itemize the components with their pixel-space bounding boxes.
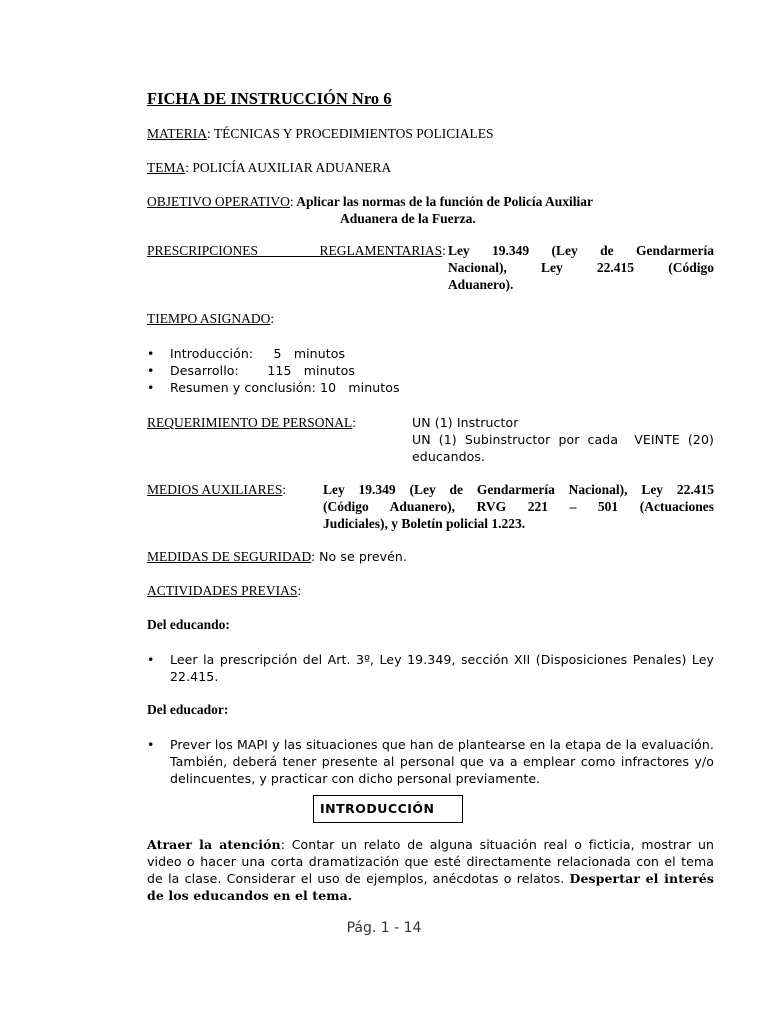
materia-line [147, 125, 714, 142]
tema-sep: : [185, 160, 190, 175]
medios-line2: (Código Aduanero), RVG 221 – 501 (Actuaciones [323, 499, 714, 514]
educando-list [147, 651, 714, 685]
requerimiento-line2: UN (1) Subinstructor por cada VEINTE (20) [412, 432, 714, 447]
tema-value: POLICÍA AUXILIAR ADUANERA [189, 160, 392, 175]
medidas-label: MEDIDAS DE SEGURIDAD [147, 549, 312, 564]
objetivo-label: OBJETIVO OPERATIVO [147, 194, 290, 209]
tiempo-item-intro: Introducción: 5 minutos [170, 346, 346, 361]
educando-heading: Del educando: [147, 617, 230, 632]
atraer-text: : Contar un relato de alguna situación real o ficticia, mostrar un video o hacer una corta dramatización que esté directamente relacionada con el tema de la clase. Considerar el uso de ejemplos, anécdotas o relatos. [147, 837, 714, 886]
medios-line1: Ley 19.349 (Ley de Gendarmería Nacional), Ley 22.415 [323, 482, 714, 497]
introduccion-box: INTRODUCCIÓN [313, 795, 463, 823]
page-footer: Pág. 1 - 14 [346, 920, 422, 936]
prescripciones-line2: Nacional), Ley 22.415 (Código [447, 260, 714, 275]
objetivo-sep: : [289, 194, 294, 209]
medidas-line [147, 548, 714, 565]
tiempo-list [147, 345, 714, 396]
educador-heading: Del educador: [147, 702, 229, 717]
list-item [147, 362, 714, 379]
educador-item: Prever los MAPI y las situaciones que han de plantearse en la etapa de la evaluación. También, deberá tener presente al personal que va a emplear como infractores y/o delincuentes, y practicar con dicho personal previamente. [170, 737, 714, 786]
actividades-label: ACTIVIDADES PREVIAS [147, 583, 298, 598]
medios-label: MEDIOS AUXILIARES [147, 482, 283, 497]
objetivo-line1: Aplicar las normas de la función de Policía Auxiliar [293, 194, 594, 209]
tiempo-label: TIEMPO ASIGNADO [147, 311, 271, 326]
list-item [147, 379, 714, 396]
tiempo-item-resumen: Resumen y conclusión: 10 minutos [170, 380, 400, 395]
requerimiento-block [147, 414, 714, 465]
actividades-heading [147, 582, 714, 599]
medidas-value: No se prevén. [315, 549, 408, 564]
materia-label: MATERIA [147, 126, 207, 141]
actividades-sep: : [297, 583, 302, 598]
prescripciones-line1: Ley 19.349 (Ley de Gendarmería [447, 243, 714, 258]
objetivo-block [147, 193, 714, 227]
medidas-sep: : [311, 549, 316, 564]
atraer-paragraph [147, 836, 714, 904]
requerimiento-label: REQUERIMIENTO DE PERSONAL [147, 415, 353, 430]
prescripciones-sep: : [442, 243, 446, 258]
prescripciones-label: PRESCRIPCIONES REGLAMENTARIAS [147, 243, 443, 258]
tiempo-heading [147, 310, 714, 327]
requerimiento-line1: UN (1) Instructor [412, 415, 519, 430]
prescripciones-line3: Aduanero). [447, 277, 514, 292]
list-item [147, 345, 714, 362]
tema-label: TEMA [147, 160, 186, 175]
educador-list [147, 736, 714, 787]
objetivo-line2: Aduanera de la Fuerza. [340, 211, 476, 226]
atraer-label: Atraer la atención [147, 837, 281, 852]
materia-sep: : [207, 126, 211, 141]
list-item [147, 651, 714, 685]
educando-item: Leer la prescripción del Art. 3º, Ley 19.349, sección XII (Disposiciones Penales) Ley 22.415. [170, 652, 714, 684]
requerimiento-line3: educandos. [412, 449, 486, 464]
medios-line3: Judiciales), y Boletín policial 1.223. [323, 516, 526, 531]
materia-value: TÉCNICAS Y PROCEDIMIENTOS POLICIALES [210, 126, 494, 141]
atraer-bold-tail: Despertar el interés de los educandos en el tema. [147, 871, 714, 903]
requerimiento-sep: : [352, 415, 357, 430]
medios-sep: : [282, 482, 287, 497]
tema-line [147, 159, 714, 176]
tiempo-sep: : [270, 311, 275, 326]
page-title: FICHA DE INSTRUCCIÓN Nro 6 [147, 89, 392, 108]
list-item [147, 736, 714, 787]
prescripciones-block [147, 242, 714, 293]
tiempo-item-desarrollo: Desarrollo: 115 minutos [170, 363, 355, 378]
medios-block [147, 481, 714, 532]
